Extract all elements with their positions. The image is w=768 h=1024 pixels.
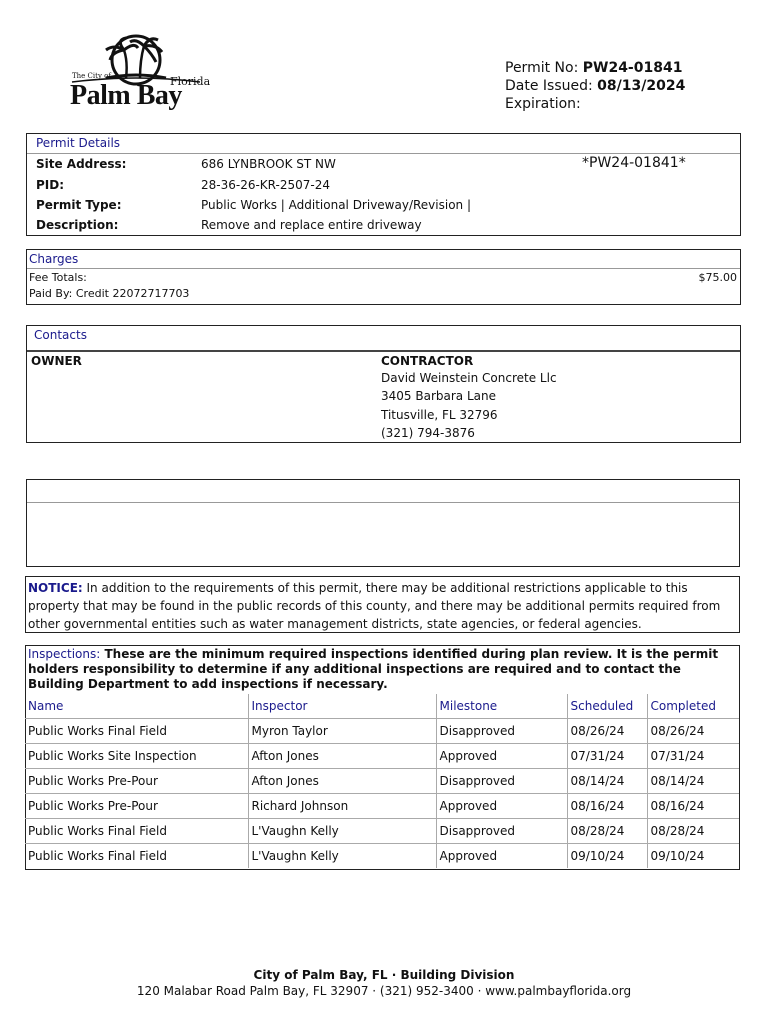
scheduled-date: 09/10/24 bbox=[567, 844, 647, 869]
inspections-label: Inspections: bbox=[28, 647, 101, 661]
milestone: Disapproved bbox=[436, 819, 567, 844]
logo-city-text: Palm Bay bbox=[70, 80, 182, 111]
milestone: Disapproved bbox=[436, 719, 567, 744]
contractor-address: 3405 Barbara Lane bbox=[381, 389, 496, 403]
completed-date: 08/26/24 bbox=[647, 719, 739, 744]
charges-title: Charges bbox=[29, 252, 79, 266]
completed-date: 09/10/24 bbox=[647, 844, 739, 869]
table-row bbox=[25, 844, 739, 869]
paid-by-text: Paid By: Credit 22072717703 bbox=[29, 287, 190, 300]
table-row bbox=[25, 719, 739, 744]
column-header-scheduled: Scheduled bbox=[567, 694, 647, 719]
column-header-milestone: Milestone bbox=[436, 694, 567, 719]
contacts-title: Contacts bbox=[34, 328, 87, 342]
contractor-phone: (321) 794-3876 bbox=[381, 426, 475, 440]
blank-section bbox=[26, 479, 740, 567]
inspector: L'Vaughn Kelly bbox=[248, 819, 436, 844]
table-row bbox=[25, 794, 739, 819]
city-logo bbox=[66, 34, 211, 116]
notice-text: In addition to the requirements of this permit, there may be additional restrictions applicable to this property that may be found in the public records of this county, and there may be additional permits required from other governmental entities such as water management districts, state agencies, or federal agencies. bbox=[28, 581, 721, 631]
milestone: Approved bbox=[436, 744, 567, 769]
contacts-section bbox=[26, 325, 741, 443]
date-issued-label: Date Issued: bbox=[505, 78, 593, 94]
owner-label: OWNER bbox=[31, 354, 82, 368]
pid-label: PID: bbox=[36, 178, 65, 192]
column-header-inspector: Inspector bbox=[248, 694, 436, 719]
table-row bbox=[25, 769, 739, 794]
permit-type-label: Permit Type: bbox=[36, 198, 122, 212]
site-address-label: Site Address: bbox=[36, 157, 127, 171]
date-issued-value: 08/13/2024 bbox=[597, 78, 686, 94]
scheduled-date: 08/26/24 bbox=[567, 719, 647, 744]
permit-barcode-text: *PW24-01841* bbox=[582, 155, 686, 171]
permit-details-section bbox=[26, 133, 741, 236]
logo-state-text: Florida bbox=[170, 75, 211, 88]
inspection-name: Public Works Final Field bbox=[25, 844, 248, 869]
contractor-name: David Weinstein Concrete Llc bbox=[381, 371, 557, 385]
column-header-completed: Completed bbox=[647, 694, 739, 719]
milestone: Approved bbox=[436, 844, 567, 869]
charges-section bbox=[26, 249, 741, 305]
table-header-row bbox=[25, 694, 739, 719]
column-header-name: Name bbox=[25, 694, 248, 719]
logo-small-text: The City of bbox=[72, 72, 111, 80]
permit-no-value: PW24-01841 bbox=[582, 60, 683, 76]
header-info bbox=[505, 59, 685, 113]
description-value: Remove and replace entire driveway bbox=[201, 218, 422, 232]
fee-totals-value: $75.00 bbox=[698, 271, 737, 284]
inspections-table bbox=[25, 694, 739, 868]
permit-type-value: Public Works | Additional Driveway/Revision | bbox=[201, 198, 472, 212]
completed-date: 08/28/24 bbox=[647, 819, 739, 844]
milestone: Disapproved bbox=[436, 769, 567, 794]
milestone: Approved bbox=[436, 794, 567, 819]
inspection-name: Public Works Pre-Pour bbox=[25, 794, 248, 819]
inspection-name: Public Works Final Field bbox=[25, 819, 248, 844]
completed-date: 08/14/24 bbox=[647, 769, 739, 794]
scheduled-date: 08/28/24 bbox=[567, 819, 647, 844]
fee-totals-label: Fee Totals: bbox=[29, 271, 87, 284]
inspector: Myron Taylor bbox=[248, 719, 436, 744]
pid-value: 28-36-26-KR-2507-24 bbox=[201, 178, 330, 192]
scheduled-date: 08/14/24 bbox=[567, 769, 647, 794]
table-row bbox=[25, 744, 739, 769]
table-row bbox=[25, 819, 739, 844]
permit-no-label: Permit No: bbox=[505, 60, 579, 76]
site-address-value: 686 LYNBROOK ST NW bbox=[201, 157, 336, 171]
completed-date: 08/16/24 bbox=[647, 794, 739, 819]
inspections-text: These are the minimum required inspections identified during plan review. It is the permit holders responsibility to determine if any additional inspections are required and to contact the Building Department to add inspections if necessary. bbox=[28, 647, 719, 691]
inspector: Afton Jones bbox=[248, 769, 436, 794]
notice-label: NOTICE: bbox=[28, 581, 83, 595]
inspector: Afton Jones bbox=[248, 744, 436, 769]
notice-section bbox=[25, 576, 740, 633]
contractor-city: Titusville, FL 32796 bbox=[381, 408, 498, 422]
inspection-name: Public Works Final Field bbox=[25, 719, 248, 744]
expiration-label: Expiration: bbox=[505, 96, 581, 112]
scheduled-date: 07/31/24 bbox=[567, 744, 647, 769]
footer-line-1: City of Palm Bay, FL · Building Division bbox=[253, 968, 515, 982]
permit-details-title: Permit Details bbox=[36, 136, 121, 150]
inspector: Richard Johnson bbox=[248, 794, 436, 819]
description-label: Description: bbox=[36, 218, 119, 232]
footer-line-2: 120 Malabar Road Palm Bay, FL 32907 · (321) 952-3400 · www.palmbayflorida.org bbox=[136, 984, 632, 998]
inspection-name: Public Works Pre-Pour bbox=[25, 769, 248, 794]
scheduled-date: 08/16/24 bbox=[567, 794, 647, 819]
contractor-label: CONTRACTOR bbox=[381, 354, 474, 368]
completed-date: 07/31/24 bbox=[647, 744, 739, 769]
inspection-name: Public Works Site Inspection bbox=[25, 744, 248, 769]
inspector: L'Vaughn Kelly bbox=[248, 844, 436, 869]
footer bbox=[0, 967, 768, 999]
